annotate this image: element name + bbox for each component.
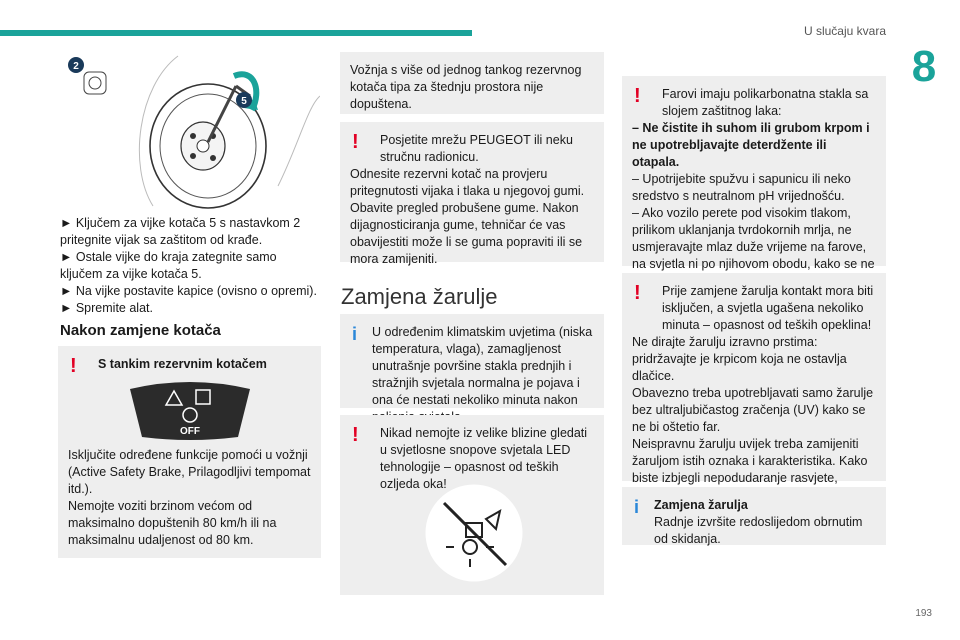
warning1-line-2: Odnesite rezervni kotač na provjeru pritegnutosti vijaka i tlaka u njegovoj gumi. Obavite pregled probušene gume. Nakon dijagnosticiranja gume, tehničar će vas obavijestiti može li se guma popraviti ili se mora zamijeniti. xyxy=(350,167,585,266)
step-3: ► Na vijke postavite kapice (ovisno o opremi). xyxy=(60,284,317,298)
chapter-number: 8 xyxy=(911,42,937,91)
warning-title: S tankim rezervnim kotačem xyxy=(98,357,267,371)
info-icon: i xyxy=(634,497,640,517)
callout-5: 5 xyxy=(241,96,247,107)
page-number: 193 xyxy=(915,608,932,619)
warning-icon: ! xyxy=(634,85,641,107)
section-title: U slučaju kvara xyxy=(803,24,886,38)
warning-peugeot-network xyxy=(340,122,604,266)
warning-body-2: Nemojte voziti brzinom većom od maksimalno dopuštenih 80 km/h ili na maksimalnu udaljenost od 80 km. xyxy=(68,499,277,547)
warning-bold-line: – Ne čistite ih suhom ili grubom krpom i ne upotrebljavajte deterdžente ili otapala. xyxy=(632,121,870,169)
info-condensation xyxy=(340,314,604,408)
note-spare-wheels xyxy=(340,52,604,114)
warning-led-beams xyxy=(340,415,604,595)
header-accent-bar xyxy=(0,30,472,36)
bulb-warning-line-3: Obavezno treba upotrebljavati samo žarulje bez ultraljubičastog zračenja (UV) kako se ne bi oštetio far. xyxy=(632,386,874,434)
bulb-warning-line-4: Neispravnu žarulju uvijek treba zamijeniti žaruljom istih oznaka i karakteristika. Kako biste izbjegli nepodudaranje rasvjete, xyxy=(632,437,868,485)
step-1: ► Ključem za vijke kotača 5 s nastavkom 2 pritegnite vijak sa zaštitom od krađe. xyxy=(60,216,301,247)
warning2-text: Nikad nemojte iz velike blizine gledati u svjetlosne snopove svjetala LED tehnologije – opasnost od teških ozljeda oka! xyxy=(380,426,588,491)
no-look-at-led-icon xyxy=(424,483,524,583)
wheel-illustration xyxy=(58,46,320,210)
dashboard-panel-illustration xyxy=(128,379,252,441)
warning-polycarbonate-glass xyxy=(622,76,886,271)
bulb-warning-line-2: Ne dirajte žarulju izravno prstima: pridržavajte je krpicom koja ne ostavlja dlačice. xyxy=(632,335,847,383)
warning-icon: ! xyxy=(634,282,641,304)
warning-line-1: – Upotrijebite spužvu i sapunicu ili neko sredstvo s neutralnom pH vrijednošću. xyxy=(632,172,851,203)
bulb-warning-line-1: Prije zamjene žarulja kontakt mora biti isključen, a svjetla ugašena nekoliko minuta – opasnost od teških opeklina! xyxy=(662,284,874,332)
info-icon: i xyxy=(352,324,358,344)
callout-2: 2 xyxy=(73,61,79,72)
info-bulb-replacement xyxy=(622,487,886,545)
step-2: ► Ostale vijke do kraja zategnite samo ključem za vijke kotača 5. xyxy=(60,250,277,281)
info-title: Zamjena žarulja xyxy=(654,498,748,512)
warning-thin-spare xyxy=(58,346,321,558)
warning1-line-1: Posjetite mrežu PEUGEOT ili neku stručnu radionicu. xyxy=(380,133,573,164)
warning-icon: ! xyxy=(352,131,359,153)
warning-icon: ! xyxy=(352,424,359,446)
heading-after-wheel-change: Nakon zamjene kotača xyxy=(60,322,221,339)
warning-icon: ! xyxy=(70,355,77,377)
info-text: U određenim klimatskim uvjetima (niska temperatura, vlaga), zamagljenost unutrašnje površine stakla prednjih i stražnjih svjetala normalna je pojava i ona će nestati nekoliko minuta nakon xyxy=(372,325,593,407)
warning-bulb-handling xyxy=(622,273,886,485)
warning-line-2: – Ako vozilo perete pod visokim tlakom, prilikom uklanjanja tvrdokornih mrlja, ne usmjeravajte mlaz duže vrijeme na farove, na svjetla ni po njihovom obodu, kako se ne xyxy=(632,206,875,271)
heading-bulb-replacement: Zamjena žarulje xyxy=(341,284,498,309)
info-body: Radnje izvršite redoslijedom obrnutim od skidanja. xyxy=(654,515,863,546)
panel-off-label: OFF xyxy=(179,426,200,437)
wheel-steps xyxy=(60,215,322,317)
warning-intro: Farovi imaju polikarbonatna stakla sa slojem zaštitnog laka: xyxy=(662,87,869,118)
note-text: Vožnja s više od jednog tankog rezervnog kotača tipa za štednju prostora nije dopuštena. xyxy=(350,63,582,111)
step-4: ► Spremite alat. xyxy=(60,301,153,315)
warning-body-1: Isključite određene funkcije pomoći u vožnji (Active Safety Brake, Prilagodljivi tempomat itd.). xyxy=(68,448,311,496)
